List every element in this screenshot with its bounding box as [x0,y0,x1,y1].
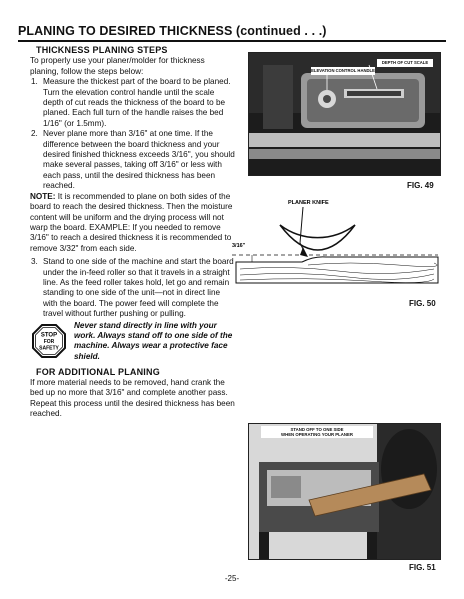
depth-label: 3/16" [232,243,246,249]
text-column [30,45,235,420]
additional-planing-paragraph: If more material needs to be removed, hand crank the bed up no more that 3/16" and complete another pass. Repeat this process until the desired thickness has been reached. [30,377,235,419]
step-2 [30,129,235,191]
step-text: Measure the thickest part of the board to be planed. Turn the elevation control handle until the scale depth of cut reads the thickness of the board to be planed. Each full turn of the handle raises the bed 1/16" (or 1.5mm). [43,77,231,128]
planer-knife-label: PLANER KNIFE [288,200,329,206]
callout-stand-off-line-1: STAND OFF TO ONE SIDE [290,427,344,432]
callout-depth-of-cut-scale: DEPTH OF CUT SCALE [381,60,429,65]
note-paragraph [30,192,235,254]
steps-list [30,77,235,191]
step-number: 2. [31,129,38,139]
safety-warning [30,321,235,365]
figure-51-photo [248,423,441,560]
step-text: Never plane more than 3/16" at one time. If the difference between the board thickness and your desired finished thickness exceeds 3/16", you should make several passes, taking off 3/16" or less with each pass, until the desired thickness has been reached. [43,129,235,191]
stop-sign-line-2: FOR [43,338,55,345]
intro-paragraph: To properly use your planer/molder for thickness planing, follow the steps below: [30,56,205,76]
figure-49-label: FIG. 49 [407,181,434,190]
step-3 [30,257,235,319]
stop-for-safety-icon [32,324,66,358]
step-number: 3. [31,257,38,267]
operator-stands-aside-photo [249,424,440,559]
figure-51-label: FIG. 51 [409,563,436,572]
page-number: -25- [224,574,240,583]
callout-elevation-control-handle: ELEVATION CONTROL HANDLE [311,68,375,73]
stop-sign-line-3: SAFETY [39,345,59,352]
stop-sign-line-1: STOP [40,332,58,339]
note-text: It is recommended to plane on both sides of the board to reach the desired thickness. Then the moisture content will be uniform and the drying process will not warp the board. EXAMPLE: If you needed to remove 3/16" to reach a desired thickness it is recommended to remove 3/32" from each side. [30,191,233,253]
section-heading-thickness-steps: THICKNESS PLANING STEPS [36,45,168,55]
figure-50-label: FIG. 50 [409,299,436,308]
page-title: PLANING TO DESIRED THICKNESS (continued . . .) [18,24,327,38]
safety-warning-text: Never stand directly in line with your work. Always stand off to one side of the machine. Always wear a protective face shield. [74,320,233,361]
callout-stand-off-line-2: WHEN OPERATING YOUR PLANER [281,432,353,437]
section-heading-additional-planing: FOR ADDITIONAL PLANING [36,366,160,377]
figure-50-diagram [228,195,443,305]
title-rule [18,40,446,42]
figure-49-photo [248,52,441,176]
step-1 [30,77,235,129]
note-label: NOTE: [30,191,56,201]
step-text: Stand to one side of the machine and start the board under the in-feed roller so that it travels in a straight line. As the feed roller takes hold, let go and remain standing to one side of the unit—not in direct line with the board. The power feed will complete the travel without further pushing or pulling. [43,257,234,319]
step-number: 1. [31,77,38,87]
steps-list-continued [30,257,235,319]
